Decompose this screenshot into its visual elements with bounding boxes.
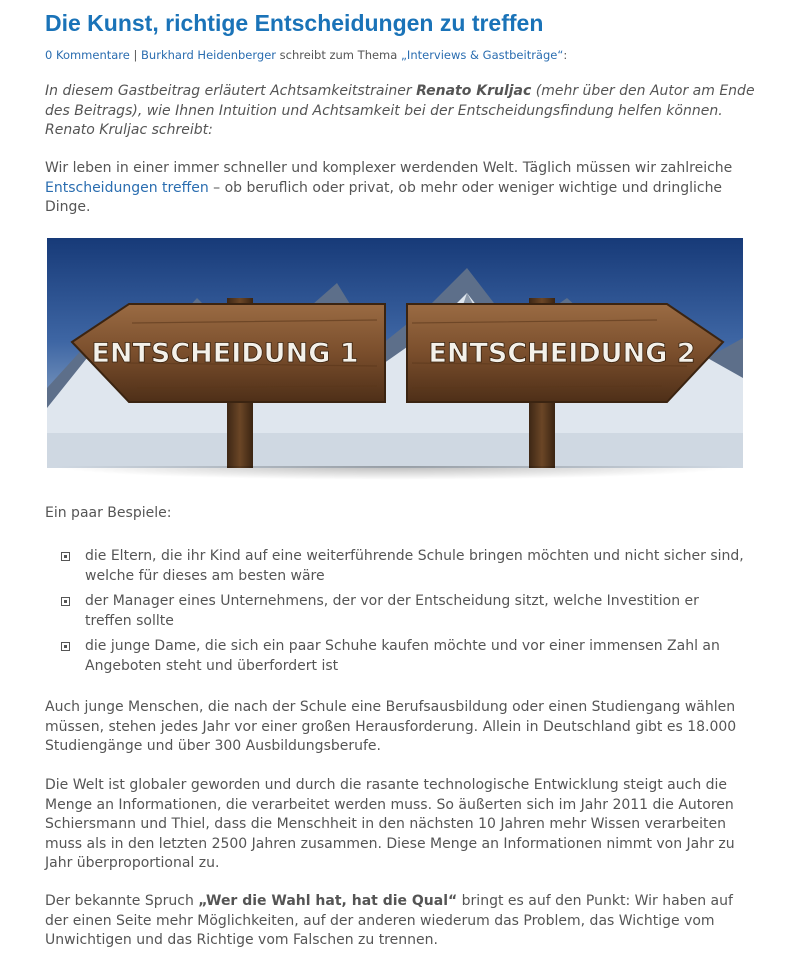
hero-image [47,238,743,468]
meta-text: schreibt zum Thema [276,48,401,62]
post-meta [45,47,567,63]
paragraph-1 [45,159,745,218]
square-bullet-icon [61,642,70,651]
square-bullet-icon [61,597,70,606]
intro-text-after: (mehr über den Autor am Ende des Beitrags), wie Ihnen Intuition und Achtsamkeit bei der Entscheidungsfindung helfen können. Renato Kruljac schreibt: [45,83,755,138]
list-item [60,637,750,676]
p4-text-before: Der bekannte Spruch [45,893,199,909]
paragraph-3: Die Welt ist globaler geworden und durch die rasante technologische Entwicklung steigt auch die Menge an Informationen, die verarbeitet werden muss. So äußerten sich im Jahr 2011 die Autoren Schiersmann und Thiel, dass die Menschheit in den nächsten 10 Jahren mehr Wissen verarbeiten muss als in den letzten 2500 Jahren zusammen. Diese Menge an Informationen nimmt von Jahr zu Jahr überproportional zu. [45,777,735,871]
intro-paragraph [45,82,755,141]
list-item [60,547,750,586]
guest-author-name: Renato Kruljac [416,83,532,99]
author-link[interactable]: Burkhard Heidenberger [141,48,277,62]
p1-text-before: Wir leben in einer immer schneller und komplexer werdenden Welt. Täglich müssen wir zahlreiche [45,160,733,176]
p1-text-after: – ob beruflich oder privat, ob mehr oder weniger wichtige und dringliche Dinge. [45,179,723,215]
signpost-illustration [47,238,743,468]
paragraph-4 [45,892,750,951]
meta-separator: | [129,48,142,62]
decisions-link[interactable]: Entscheidungen treffen [45,179,209,196]
square-bullet-icon [61,552,70,561]
list-item [60,592,750,631]
p4-text-after: bringt es auf den Punkt: Wir haben auf der einen Seite mehr Möglichkeiten, auf der anderen wiederum das Problem, das Wichtige vom Unwichtigen und das Richtige vom Falschen zu trennen. [45,893,733,948]
page-title: Die Kunst, richtige Entscheidungen zu treffen [45,10,544,36]
intro-text-before: In diesem Gastbeitrag erläutert Achtsamkeitstrainer [45,83,417,99]
list-item-text: der Manager eines Unternehmens, der vor der Entscheidung sitzt, welche Investition er treffen sollte [85,593,699,629]
image-shadow [50,466,740,480]
meta-colon: : [563,48,568,62]
examples-heading: Ein paar Bespiele: [45,505,172,521]
proverb-quote: „Wer die Wahl hat, hat die Qual“ [198,893,458,909]
examples-list [60,547,750,682]
list-item-text: die junge Dame, die sich ein paar Schuhe kaufen möchte und vor einer immensen Zahl an Angeboten steht und überfordert ist [85,638,720,674]
comments-link[interactable]: 0 Kommentare [45,48,130,62]
sign-label-right: ENTSCHEIDUNG 2 [428,338,696,369]
paragraph-2: Auch junge Menschen, die nach der Schule eine Berufsausbildung oder einen Studiengang wählen müssen, stehen jedes Jahr vor einer großen Herausforderung. Allein in Deutschland gibt es 18.000 Studiengänge und über 300 Ausbildungsberufe. [45,699,737,754]
sign-label-left: ENTSCHEIDUNG 1 [91,338,359,369]
list-item-text: die Eltern, die ihr Kind auf eine weiterführende Schule bringen möchten und nicht sicher sind, welche für dieses am besten wäre [85,548,744,584]
topic-link[interactable]: „Interviews & Gastbeiträge“ [400,48,564,62]
